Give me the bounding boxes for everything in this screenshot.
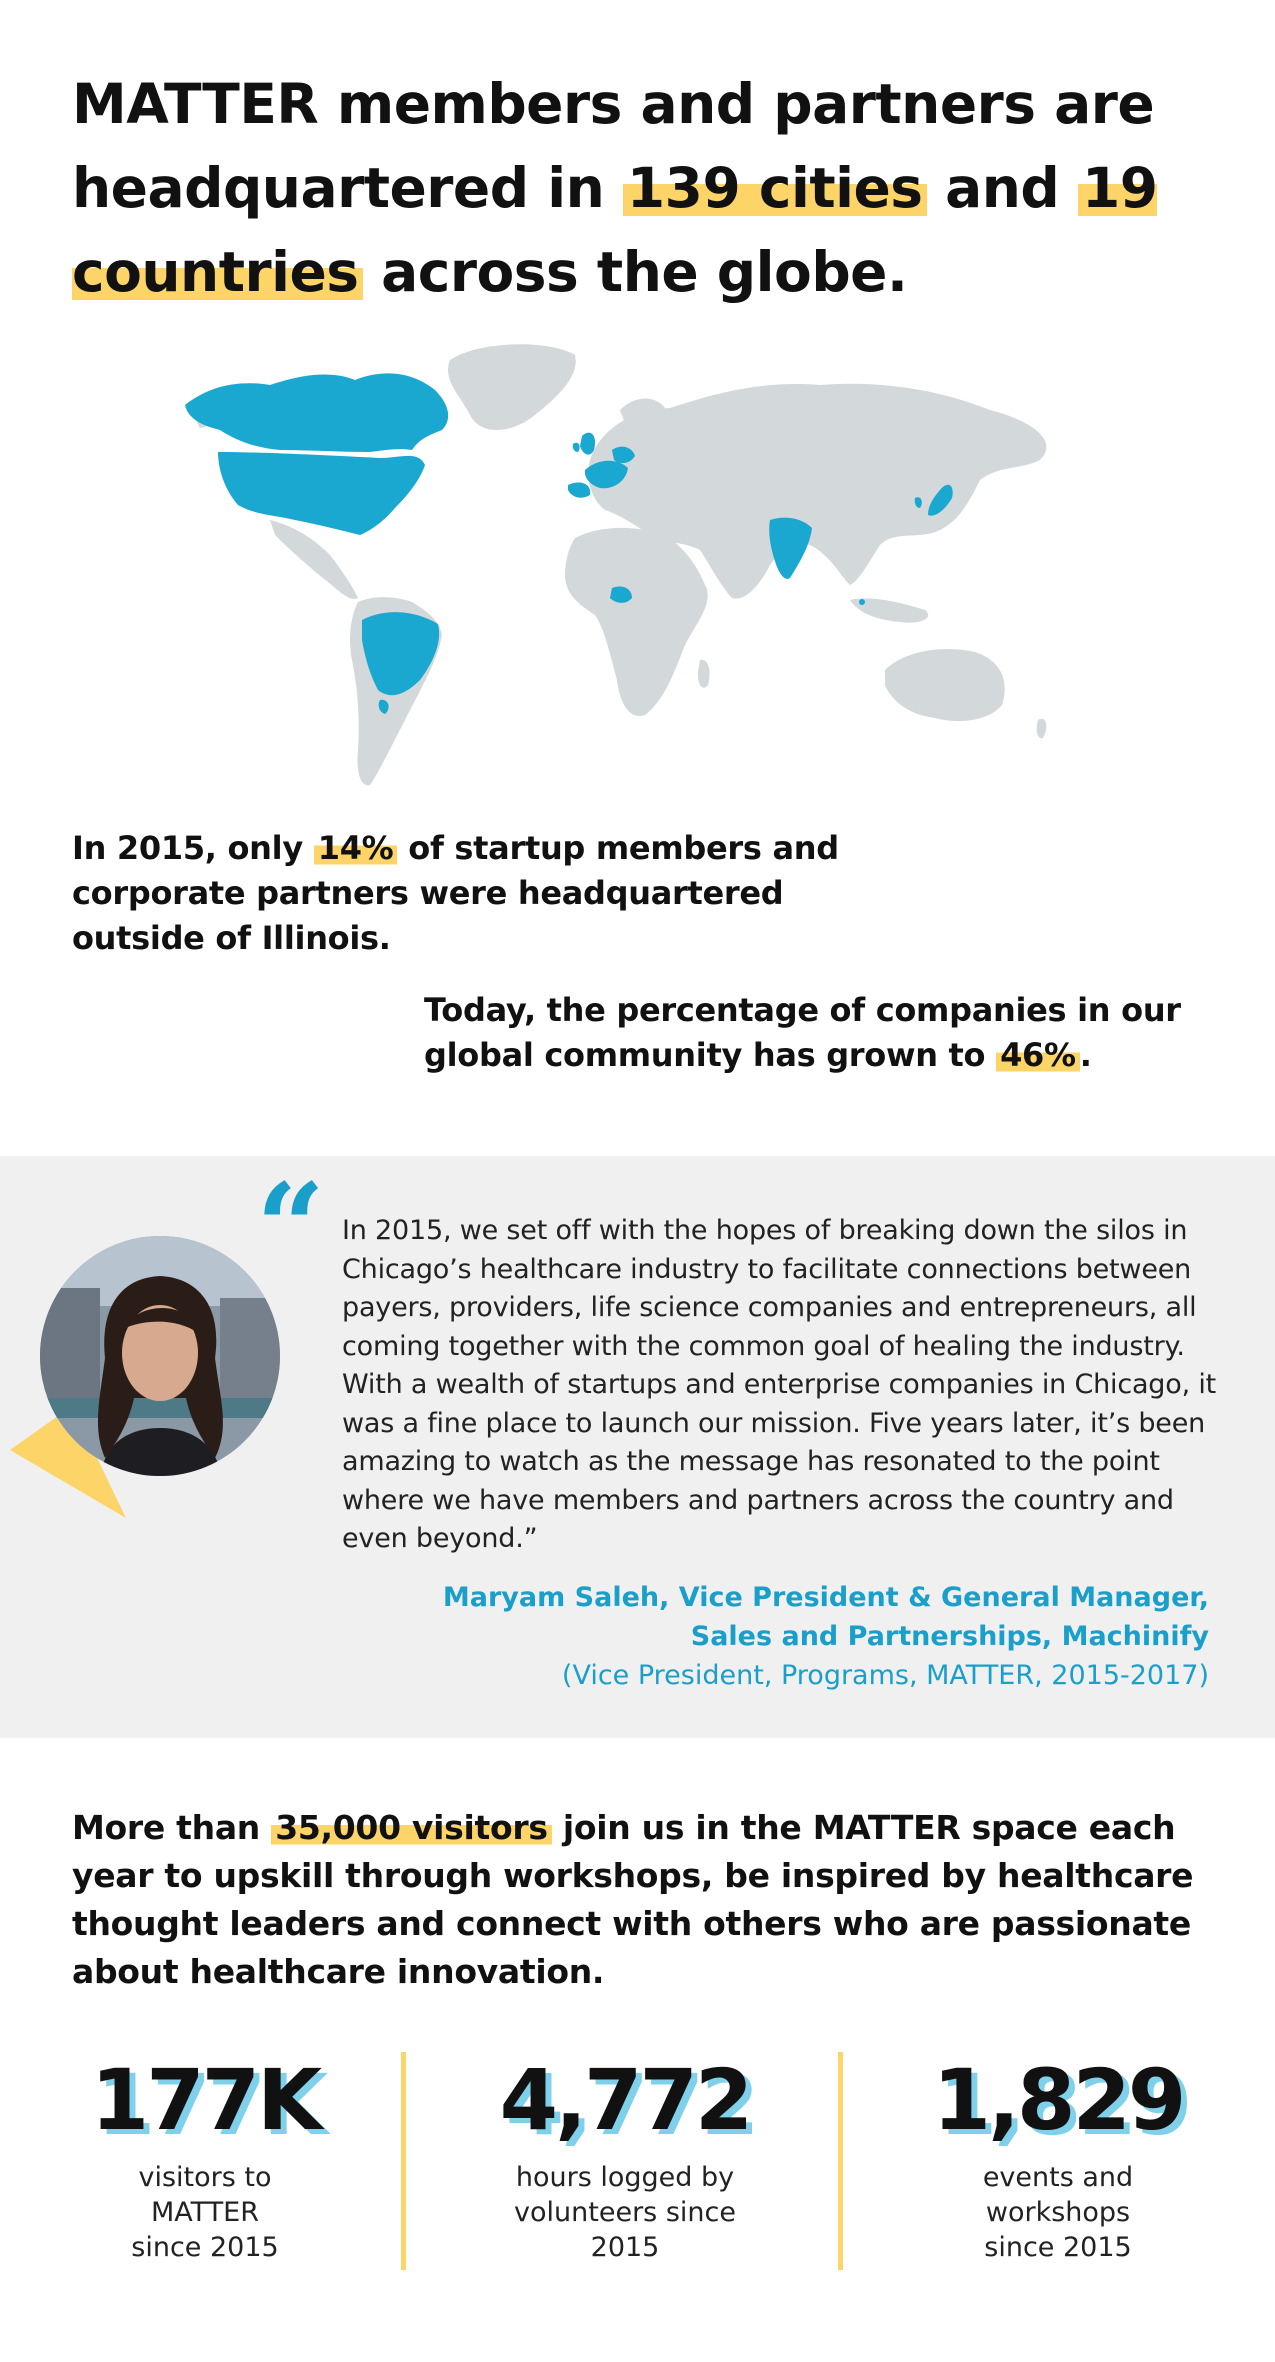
stat-visitors [55,2050,355,2265]
author-name-title: Maryam Saleh, Vice President & General Manager, [442,1582,1209,1613]
stat-number: 4,772 [499,2051,751,2149]
stat-number: 1,829 [932,2051,1184,2149]
headline-part3: across the globe. [362,240,908,304]
stat-today-part2: . [1079,1036,1092,1074]
visitors-text [72,1804,1222,1996]
stat-divider [838,2052,843,2270]
stat-2015-part1: In 2015, only [72,829,314,867]
quote-attribution [443,1578,1209,1695]
speaker-portrait [0,1228,300,1528]
stat-label: visitors to MATTER since 2015 [131,2162,279,2263]
stat-today-part1: Today, the percentage of companies in our global community has grown to [424,991,1181,1074]
stat-events [908,2050,1208,2265]
visitors-part2: join us in the MATTER space each year to upskill through workshops, be inspired by healthcare thought leaders and connect with others who are passionate about healthcare innovation. [72,1808,1194,1991]
visitors-value-highlight: 35,000 visitors [271,1808,551,1847]
headline-cities-highlight: 139 cities [623,156,927,220]
stat-today-text [424,988,1224,1078]
author-previous-role: (Vice President, Programs, MATTER, 2015-2017) [561,1660,1209,1691]
stat-label: events and workshops since 2015 [982,2162,1134,2263]
stat-divider [401,2052,406,2270]
stat-today-value-highlight: 46% [996,1036,1080,1074]
visitors-part1: More than [72,1808,272,1847]
headline [72,62,1222,314]
headline-part1: MATTER members and partners are headquartered in [72,72,1155,220]
stat-number: 177K [90,2051,320,2149]
author-company: Sales and Partnerships, Machinify [690,1621,1209,1652]
stat-label: hours logged by volunteers since 2015 [514,2162,736,2263]
headline-countries-highlight: 19 countries [72,156,1158,304]
stats-row [0,2050,1275,2270]
quote-mark-icon: “ [256,1157,326,1298]
stat-2015-text [72,826,872,961]
headline-part2: and [926,156,1078,220]
stat-2015-value-highlight: 14% [314,829,398,867]
stat-volunteer-hours [475,2050,775,2265]
quote-text: In 2015, we set off with the hopes of breaking down the silos in Chicago’s healthcare industry to facilitate connections between payers, providers, life science companies and entrepreneurs, all coming together with the common goal of healing the industry. With a wealth of startups and enterprise companies in Chicago, it was a fine place to launch our mission. Five years later, it’s been amazing to watch as the message has resonated to the point where we have members and partners across the country and even beyond.” [342,1215,1217,1554]
stat-2015-part2: of startup members and corporate partners were headquartered outside of Illinois. [72,829,839,957]
world-map [180,340,1090,800]
